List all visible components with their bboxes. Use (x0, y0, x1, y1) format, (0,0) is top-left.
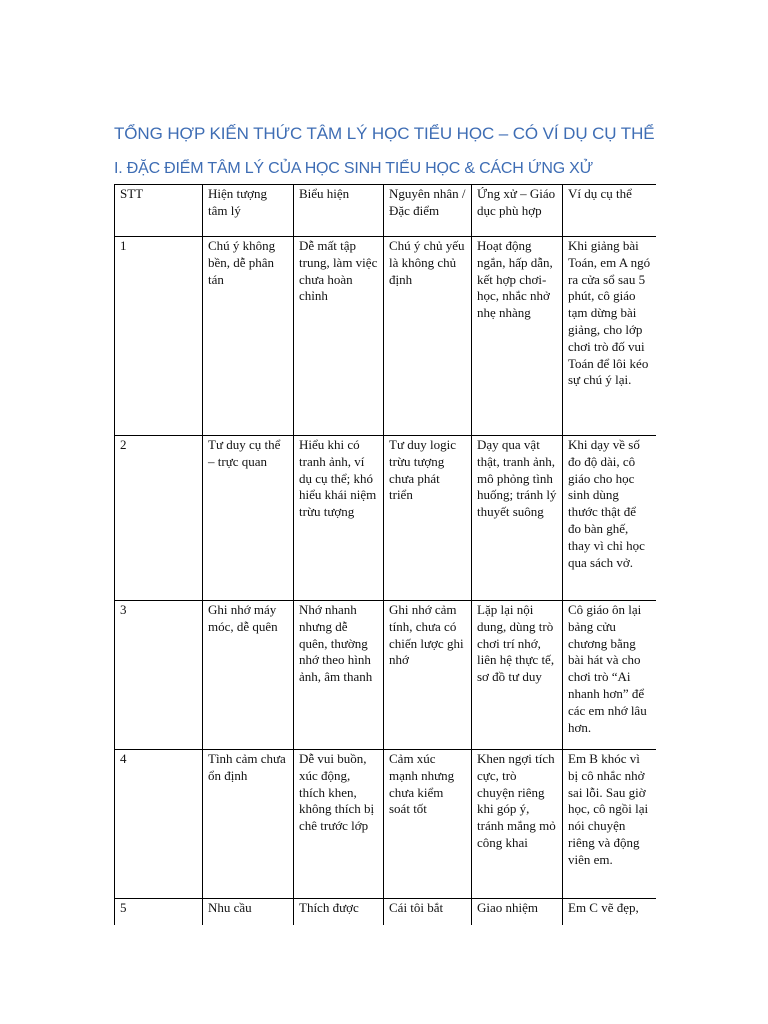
header-cell-manifestation: Biểu hiện (294, 185, 384, 237)
table-row (115, 237, 657, 436)
table-cell: Em C vẽ đẹp, (563, 899, 657, 926)
document-title: TỔNG HỢP KIẾN THỨC TÂM LÝ HỌC TIỂU HỌC – CÓ VÍ DỤ CỤ THỂ (114, 124, 655, 143)
table-row (115, 601, 657, 750)
table-cell: Nhu cầu (203, 899, 294, 926)
table-cell: Ghi nhớ cảm tính, chưa có chiến lược ghi nhớ (384, 601, 472, 750)
table-cell: 3 (115, 601, 203, 750)
table-cell: Khi dạy về số đo độ dài, cô giáo cho học sinh dùng thước thật để đo bàn ghế, thay vì chỉ học qua sách vở. (563, 436, 657, 601)
table-cell: Cô giáo ôn lại bảng cửu chương bằng bài hát và cho chơi trò “Ai nhanh hơn” để các em nhớ lâu hơn. (563, 601, 657, 750)
table-cell: Khen ngợi tích cực, trò chuyện riêng khi góp ý, tránh mắng mỏ công khai (472, 750, 563, 899)
header-cell-cause: Nguyên nhân / Đặc điểm (384, 185, 472, 237)
table-row (115, 750, 657, 899)
table-cell: Giao nhiệm (472, 899, 563, 926)
table-cell: Chú ý chủ yếu là không chủ định (384, 237, 472, 436)
table-cell: Cái tôi bắt (384, 899, 472, 926)
table-cell: Tư duy logic trừu tượng chưa phát triển (384, 436, 472, 601)
section-heading: I. ĐẶC ĐIỂM TÂM LÝ CỦA HỌC SINH TIỂU HỌC & CÁCH ỨNG XỬ (114, 160, 594, 177)
table-cell: Hoạt động ngắn, hấp dẫn, kết hợp chơi-học, nhắc nhở nhẹ nhàng (472, 237, 563, 436)
table-row (115, 436, 657, 601)
table-cell: Tình cảm chưa ổn định (203, 750, 294, 899)
header-cell-example: Ví dụ cụ thể (563, 185, 657, 237)
table-cell: Nhớ nhanh nhưng dễ quên, thường nhớ theo hình ảnh, âm thanh (294, 601, 384, 750)
table-cell: Chú ý không bền, dễ phân tán (203, 237, 294, 436)
psychology-table (114, 184, 656, 925)
table-cell: 5 (115, 899, 203, 926)
header-cell-response: Ứng xử – Giáo dục phù hợp (472, 185, 563, 237)
table-cell: Tư duy cụ thể – trực quan (203, 436, 294, 601)
table-cell: Ghi nhớ máy móc, dễ quên (203, 601, 294, 750)
table-row (115, 899, 657, 926)
table-cell: 1 (115, 237, 203, 436)
table-cell: Hiểu khi có tranh ảnh, ví dụ cụ thể; khó hiểu khái niệm trừu tượng (294, 436, 384, 601)
header-cell-stt: STT (115, 185, 203, 237)
table-cell: Cảm xúc mạnh nhưng chưa kiểm soát tốt (384, 750, 472, 899)
table-cell: Lặp lại nội dung, dùng trò chơi trí nhớ, liên hệ thực tế, sơ đồ tư duy (472, 601, 563, 750)
table-cell: Thích được (294, 899, 384, 926)
table-header-row (115, 185, 657, 237)
table-cell: Dạy qua vật thật, tranh ảnh, mô phỏng tình huống; tránh lý thuyết suông (472, 436, 563, 601)
table-cell: Dễ mất tập trung, làm việc chưa hoàn chỉnh (294, 237, 384, 436)
table-cell: Khi giảng bài Toán, em A ngó ra cửa sổ sau 5 phút, cô giáo tạm dừng bài giảng, cho lớp chơi trò đố vui Toán để lôi kéo sự chú ý lại. (563, 237, 657, 436)
table-cell: Dễ vui buồn, xúc động, thích khen, không thích bị chê trước lớp (294, 750, 384, 899)
table-container (114, 184, 656, 925)
table-cell: 2 (115, 436, 203, 601)
header-cell-phenomenon: Hiện tượng tâm lý (203, 185, 294, 237)
table-cell: Em B khóc vì bị cô nhắc nhở sai lỗi. Sau giờ học, cô ngồi lại nói chuyện riêng và động viên em. (563, 750, 657, 899)
table-cell: 4 (115, 750, 203, 899)
